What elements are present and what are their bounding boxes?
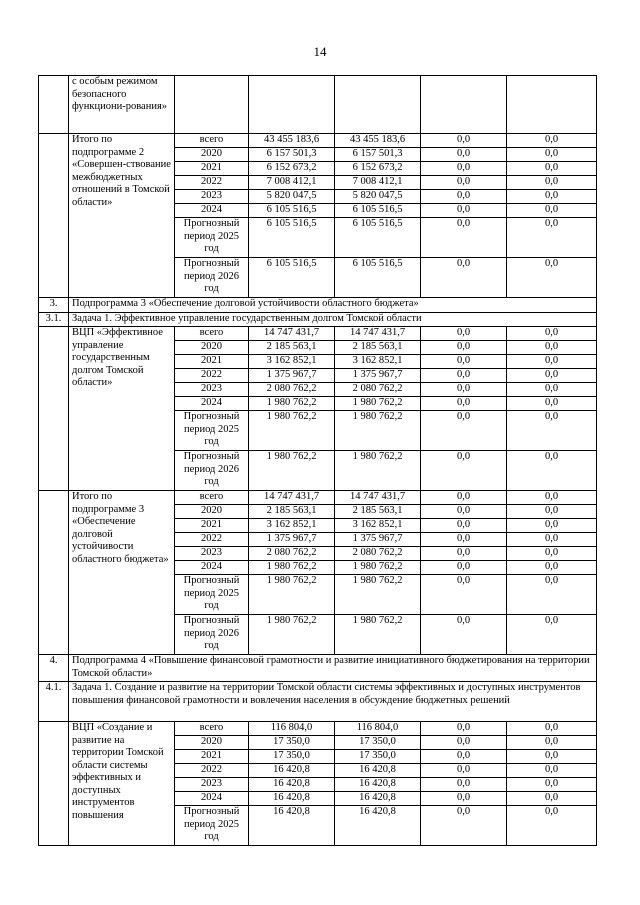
other-sources-cell: 0,0: [507, 204, 597, 218]
page-number: 14: [313, 44, 327, 59]
regional-budget-cell: 2 185 563,1: [335, 341, 421, 355]
table-row: [39, 76, 597, 134]
federal-budget-cell: 0,0: [421, 341, 507, 355]
table-row: [39, 134, 597, 148]
row-number: 3.: [39, 298, 69, 313]
federal-budget-cell: 0,0: [421, 561, 507, 575]
federal-budget-cell: 0,0: [421, 736, 507, 750]
federal-budget-cell: 0,0: [421, 533, 507, 547]
other-sources-cell: 0,0: [507, 411, 597, 451]
other-sources-cell: 0,0: [507, 451, 597, 491]
federal-budget-cell: 0,0: [421, 134, 507, 148]
period-cell: 2024: [175, 397, 249, 411]
section-row: [39, 298, 597, 313]
total-cell: 116 804,0: [249, 722, 335, 736]
regional-budget-cell: 2 080 762,2: [335, 547, 421, 561]
section-row: [39, 655, 597, 682]
period-cell: 2023: [175, 547, 249, 561]
federal-budget-cell: 0,0: [421, 176, 507, 190]
federal-budget-cell: 0,0: [421, 750, 507, 764]
period-cell: 2022: [175, 533, 249, 547]
federal-budget-cell: 0,0: [421, 383, 507, 397]
federal-budget-cell: 0,0: [421, 162, 507, 176]
federal-budget-cell: 0,0: [421, 575, 507, 615]
federal-budget-cell: 0,0: [421, 369, 507, 383]
row-number: 4.1.: [39, 682, 69, 722]
row-number: [39, 327, 69, 491]
regional-budget-cell: 6 157 501,3: [335, 148, 421, 162]
period-cell: 2022: [175, 369, 249, 383]
total-cell: 16 420,8: [249, 806, 335, 846]
regional-budget-cell: 1 980 762,2: [335, 561, 421, 575]
regional-budget-cell: 1 980 762,2: [335, 451, 421, 491]
section-title: Подпрограмма 4 «Повышение финансовой грамотности и развитие инициативного бюджетирования на территории Томской области»: [69, 655, 597, 682]
other-sources-cell: 0,0: [507, 806, 597, 846]
federal-budget-cell: 0,0: [421, 519, 507, 533]
row-number: [39, 76, 69, 134]
period-cell: Прогнозный период 2026 год: [175, 451, 249, 491]
regional-budget-cell: 5 820 047,5: [335, 190, 421, 204]
regional-budget-cell: 1 980 762,2: [335, 575, 421, 615]
period-cell: Прогнозный период 2026 год: [175, 258, 249, 298]
other-sources-cell: 0,0: [507, 547, 597, 561]
regional-budget-cell: 43 455 183,6: [335, 134, 421, 148]
period-cell: Прогнозный период 2025 год: [175, 411, 249, 451]
section-row: [39, 682, 597, 722]
regional-budget-cell: 3 162 852,1: [335, 519, 421, 533]
period-cell: 2021: [175, 519, 249, 533]
budget-table: [38, 75, 597, 846]
regional-budget-cell: 1 980 762,2: [335, 411, 421, 451]
total-cell: 1 980 762,2: [249, 397, 335, 411]
total-cell: 6 105 516,5: [249, 218, 335, 258]
period-cell: 2023: [175, 778, 249, 792]
federal-budget-cell: 0,0: [421, 397, 507, 411]
regional-budget-cell: 116 804,0: [335, 722, 421, 736]
regional-budget-cell: 16 420,8: [335, 806, 421, 846]
regional-budget-cell: 16 420,8: [335, 792, 421, 806]
period-cell: 2020: [175, 148, 249, 162]
regional-budget-cell: [335, 76, 421, 134]
period-cell: 2022: [175, 764, 249, 778]
table-row: [39, 722, 597, 736]
period-cell: всего: [175, 722, 249, 736]
period-cell: [175, 76, 249, 134]
period-cell: 2020: [175, 341, 249, 355]
total-cell: 16 420,8: [249, 792, 335, 806]
federal-budget-cell: [421, 76, 507, 134]
federal-budget-cell: 0,0: [421, 547, 507, 561]
program-name: Итого по подпрограмме 3 «Обеспечение долговой устойчивости областного бюджета»: [69, 491, 175, 655]
row-number: 4.: [39, 655, 69, 682]
other-sources-cell: 0,0: [507, 341, 597, 355]
period-cell: Прогнозный период 2025 год: [175, 575, 249, 615]
program-name: с особым режимом безопасного функциони-рования»: [69, 76, 175, 134]
other-sources-cell: 0,0: [507, 134, 597, 148]
period-cell: Прогнозный период 2025 год: [175, 806, 249, 846]
federal-budget-cell: 0,0: [421, 411, 507, 451]
period-cell: 2020: [175, 736, 249, 750]
row-number: 3.1.: [39, 313, 69, 327]
regional-budget-cell: 14 747 431,7: [335, 327, 421, 341]
total-cell: 1 980 762,2: [249, 575, 335, 615]
other-sources-cell: 0,0: [507, 258, 597, 298]
regional-budget-cell: 6 105 516,5: [335, 218, 421, 258]
table-row: [39, 327, 597, 341]
total-cell: 2 185 563,1: [249, 505, 335, 519]
regional-budget-cell: 1 375 967,7: [335, 533, 421, 547]
total-cell: 3 162 852,1: [249, 519, 335, 533]
section-title: Задача 1. Эффективное управление государственным долгом Томской области: [69, 313, 597, 327]
regional-budget-cell: 1 980 762,2: [335, 397, 421, 411]
total-cell: 17 350,0: [249, 736, 335, 750]
other-sources-cell: 0,0: [507, 355, 597, 369]
federal-budget-cell: 0,0: [421, 204, 507, 218]
program-name: ВЦП «Эффективное управление государственным долгом Томской области»: [69, 327, 175, 491]
section-row: [39, 313, 597, 327]
total-cell: 6 152 673,2: [249, 162, 335, 176]
regional-budget-cell: 2 080 762,2: [335, 383, 421, 397]
federal-budget-cell: 0,0: [421, 722, 507, 736]
total-cell: 7 008 412,1: [249, 176, 335, 190]
other-sources-cell: 0,0: [507, 148, 597, 162]
period-cell: 2024: [175, 561, 249, 575]
total-cell: 1 375 967,7: [249, 369, 335, 383]
other-sources-cell: 0,0: [507, 750, 597, 764]
period-cell: Прогнозный период 2026 год: [175, 615, 249, 655]
total-cell: 6 105 516,5: [249, 258, 335, 298]
regional-budget-cell: 3 162 852,1: [335, 355, 421, 369]
period-cell: 2021: [175, 355, 249, 369]
other-sources-cell: 0,0: [507, 176, 597, 190]
period-cell: 2021: [175, 750, 249, 764]
total-cell: 5 820 047,5: [249, 190, 335, 204]
federal-budget-cell: 0,0: [421, 778, 507, 792]
period-cell: всего: [175, 134, 249, 148]
other-sources-cell: 0,0: [507, 575, 597, 615]
federal-budget-cell: 0,0: [421, 764, 507, 778]
regional-budget-cell: 14 747 431,7: [335, 491, 421, 505]
other-sources-cell: 0,0: [507, 369, 597, 383]
other-sources-cell: 0,0: [507, 722, 597, 736]
federal-budget-cell: 0,0: [421, 327, 507, 341]
total-cell: 1 980 762,2: [249, 451, 335, 491]
total-cell: 1 980 762,2: [249, 561, 335, 575]
other-sources-cell: 0,0: [507, 615, 597, 655]
other-sources-cell: 0,0: [507, 736, 597, 750]
federal-budget-cell: 0,0: [421, 451, 507, 491]
period-cell: 2024: [175, 204, 249, 218]
period-cell: Прогнозный период 2025 год: [175, 218, 249, 258]
other-sources-cell: 0,0: [507, 218, 597, 258]
total-cell: 17 350,0: [249, 750, 335, 764]
total-cell: 1 980 762,2: [249, 615, 335, 655]
total-cell: 1 375 967,7: [249, 533, 335, 547]
other-sources-cell: 0,0: [507, 327, 597, 341]
other-sources-cell: 0,0: [507, 383, 597, 397]
period-cell: 2024: [175, 792, 249, 806]
other-sources-cell: 0,0: [507, 792, 597, 806]
total-cell: 6 105 516,5: [249, 204, 335, 218]
other-sources-cell: [507, 76, 597, 134]
period-cell: 2023: [175, 190, 249, 204]
total-cell: 1 980 762,2: [249, 411, 335, 451]
total-cell: 3 162 852,1: [249, 355, 335, 369]
other-sources-cell: 0,0: [507, 190, 597, 204]
period-cell: 2021: [175, 162, 249, 176]
table-row: [39, 491, 597, 505]
total-cell: 2 080 762,2: [249, 383, 335, 397]
federal-budget-cell: 0,0: [421, 491, 507, 505]
other-sources-cell: 0,0: [507, 505, 597, 519]
regional-budget-cell: 2 185 563,1: [335, 505, 421, 519]
table-body: [39, 76, 597, 846]
section-title: Задача 1. Создание и развитие на территории Томской области системы эффективных и доступных инструментов повышения финансовой грамотности и вовлечения населения в обсуждение бюджетных решений: [69, 682, 597, 722]
period-cell: всего: [175, 491, 249, 505]
period-cell: 2020: [175, 505, 249, 519]
other-sources-cell: 0,0: [507, 764, 597, 778]
program-name: Итого по подпрограмме 2 «Совершен-ствование межбюджетных отношений в Томской области»: [69, 134, 175, 298]
other-sources-cell: 0,0: [507, 162, 597, 176]
total-cell: 2 080 762,2: [249, 547, 335, 561]
period-cell: всего: [175, 327, 249, 341]
row-number: [39, 491, 69, 655]
total-cell: [249, 76, 335, 134]
other-sources-cell: 0,0: [507, 561, 597, 575]
other-sources-cell: 0,0: [507, 533, 597, 547]
total-cell: 16 420,8: [249, 764, 335, 778]
period-cell: 2023: [175, 383, 249, 397]
row-number: [39, 134, 69, 298]
regional-budget-cell: 6 105 516,5: [335, 258, 421, 298]
federal-budget-cell: 0,0: [421, 505, 507, 519]
regional-budget-cell: 17 350,0: [335, 736, 421, 750]
federal-budget-cell: 0,0: [421, 806, 507, 846]
regional-budget-cell: 1 375 967,7: [335, 369, 421, 383]
regional-budget-cell: 1 980 762,2: [335, 615, 421, 655]
regional-budget-cell: 16 420,8: [335, 764, 421, 778]
total-cell: 2 185 563,1: [249, 341, 335, 355]
federal-budget-cell: 0,0: [421, 258, 507, 298]
total-cell: 43 455 183,6: [249, 134, 335, 148]
other-sources-cell: 0,0: [507, 778, 597, 792]
other-sources-cell: 0,0: [507, 491, 597, 505]
row-number: [39, 722, 69, 846]
total-cell: 14 747 431,7: [249, 491, 335, 505]
period-cell: 2022: [175, 176, 249, 190]
regional-budget-cell: 17 350,0: [335, 750, 421, 764]
regional-budget-cell: 6 152 673,2: [335, 162, 421, 176]
federal-budget-cell: 0,0: [421, 355, 507, 369]
regional-budget-cell: 16 420,8: [335, 778, 421, 792]
total-cell: 16 420,8: [249, 778, 335, 792]
federal-budget-cell: 0,0: [421, 792, 507, 806]
other-sources-cell: 0,0: [507, 519, 597, 533]
program-name: ВЦП «Создание и развитие на территории Томской области системы эффективных и доступных инструментов повышения: [69, 722, 175, 846]
federal-budget-cell: 0,0: [421, 218, 507, 258]
other-sources-cell: 0,0: [507, 397, 597, 411]
section-title: Подпрограмма 3 «Обеспечение долговой устойчивости областного бюджета»: [69, 298, 597, 313]
regional-budget-cell: 6 105 516,5: [335, 204, 421, 218]
total-cell: 14 747 431,7: [249, 327, 335, 341]
federal-budget-cell: 0,0: [421, 190, 507, 204]
total-cell: 6 157 501,3: [249, 148, 335, 162]
regional-budget-cell: 7 008 412,1: [335, 176, 421, 190]
federal-budget-cell: 0,0: [421, 615, 507, 655]
federal-budget-cell: 0,0: [421, 148, 507, 162]
